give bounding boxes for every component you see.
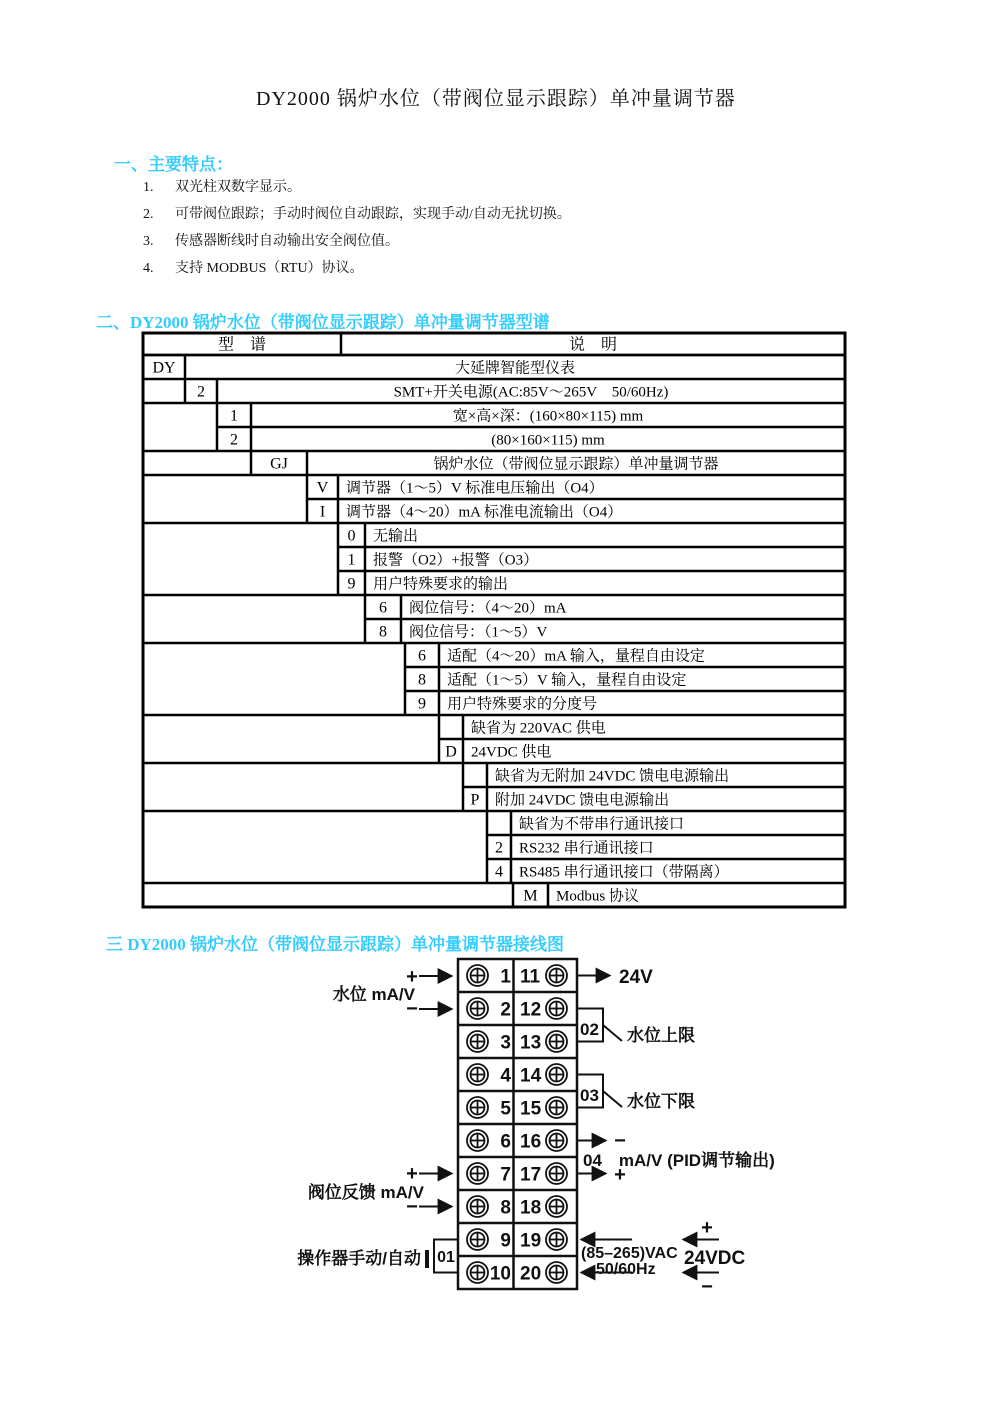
spectrum-row-code: P	[470, 791, 480, 809]
upper-limit-leader	[603, 1025, 622, 1041]
spectrum-row-code: 2	[230, 431, 238, 449]
document-title: DY2000 锅炉水位（带阀位显示跟踪）单冲量调节器	[256, 88, 736, 110]
wiring-heading: 三 DY2000 锅炉水位（带阀位显示跟踪）单冲量调节器接线图	[106, 935, 565, 954]
spectrum-row-desc: 缺省为无附加 24VDC 馈电电源输出	[495, 768, 730, 785]
spectrum-row-code: 6	[379, 599, 387, 617]
terminal-number: 6	[500, 1131, 511, 1153]
feature-item	[143, 257, 364, 277]
lower-limit-leader	[603, 1091, 622, 1107]
spectrum-row-code: 8	[418, 671, 426, 689]
feature-text: 可带阀位跟踪；手动时阀位自动跟踪，实现手动/自动无扰切换。	[175, 207, 571, 222]
water-level-plus: +	[406, 966, 418, 988]
spectrum-row-code: D	[445, 743, 457, 761]
spectrum-row-desc: 报警（O2）+报警（O3）	[373, 552, 539, 569]
terminal-number: 16	[520, 1131, 542, 1153]
features-heading: 一、主要特点：	[114, 155, 233, 174]
spectrum-row-desc: 锅炉水位（带阀位显示跟踪）单冲量调节器	[433, 456, 719, 473]
feature-text: 支持 MODBUS（RTU）协议。	[175, 261, 364, 276]
pid-output-label: 04 mA/V (PID调节输出)	[583, 1151, 775, 1170]
dc-supply-minus: −	[701, 1276, 713, 1298]
terminal-number: 7	[500, 1164, 511, 1186]
spectrum-heading: 二、DY2000 锅炉水位（带阀位显示跟踪）单冲量调节器型谱	[96, 313, 550, 332]
dc-supply-label: 24VDC	[684, 1248, 746, 1269]
spectrum-row-desc: SMT+开关电源(AC:85V～265V 50/60Hz)	[393, 384, 669, 401]
spectrum-row-desc: 用户特殊要求的输出	[373, 576, 509, 593]
spectrum-row-code: GJ	[270, 455, 288, 473]
spectrum-row-desc: 调节器（1～5）V 标准电压输出（O4）	[346, 480, 604, 497]
spectrum-row-code: I	[319, 503, 326, 521]
lower-limit-tag: 03	[580, 1086, 599, 1105]
terminal-number: 19	[520, 1230, 542, 1252]
spectrum-row-code: 2	[197, 383, 205, 401]
spectrum-row-code: 9	[347, 575, 356, 593]
spectrum-row-desc: 调节器（4～20）mA 标准电流输出（O4）	[346, 504, 623, 521]
lower-limit-label: 水位下限	[627, 1092, 695, 1111]
terminal-number: 9	[500, 1230, 511, 1252]
water-level-label: 水位 mA/V	[332, 985, 415, 1004]
dc-supply-plus: +	[701, 1217, 713, 1239]
feature-number: 2.	[143, 207, 154, 222]
spectrum-row-code: DY	[152, 359, 176, 377]
terminal-number: 13	[520, 1032, 542, 1054]
wiring-diagram	[238, 945, 983, 1305]
feature-number: 1.	[143, 180, 154, 195]
spectrum-row-desc: RS232 串行通讯接口	[519, 840, 654, 857]
terminal-number: 15	[520, 1098, 542, 1120]
valve-feedback-label: 阀位反馈 mA/V	[307, 1183, 424, 1202]
pid-plus: +	[614, 1164, 626, 1186]
spectrum-row-desc: 24VDC 供电	[471, 744, 552, 761]
pid-minus: −	[614, 1130, 626, 1152]
water-level-minus: −	[406, 998, 418, 1020]
spectrum-row-code: 4	[495, 863, 503, 881]
terminal-number: 3	[500, 1032, 511, 1054]
terminal-number: 12	[520, 999, 542, 1021]
terminal-number: 1	[500, 966, 511, 988]
terminal-number: 2	[500, 999, 511, 1021]
spectrum-row-code: 2	[495, 839, 503, 857]
spectrum-row-code: 0	[347, 527, 356, 545]
ac-supply-line2: 50/60Hz	[596, 1261, 656, 1278]
feature-number: 3.	[143, 234, 154, 249]
spectrum-row-desc: RS485 串行通讯接口（带隔离）	[519, 864, 729, 881]
spectrum-row-desc: 适配（4～20）mA 输入，量程自由设定	[447, 648, 705, 665]
table-header-description: 说 明	[568, 336, 618, 354]
spectrum-row-desc: 适配（1～5）V 输入，量程自由设定	[447, 672, 687, 689]
spectrum-row-desc: Modbus 协议	[556, 888, 639, 905]
terminal-number: 20	[520, 1263, 542, 1285]
spectrum-row-code: M	[523, 887, 538, 905]
spectrum-table	[141, 331, 847, 910]
spectrum-row-code: 6	[418, 647, 426, 665]
spectrum-row-code: 8	[379, 623, 387, 641]
spectrum-row-code: 9	[418, 695, 426, 713]
spectrum-row-desc: 附加 24VDC 馈电电源输出	[495, 792, 670, 809]
spectrum-row-desc: 缺省为不带串行通讯接口	[519, 816, 685, 833]
upper-limit-tag: 02	[580, 1020, 599, 1039]
terminal-number: 11	[520, 966, 541, 988]
feature-item	[143, 230, 399, 250]
spectrum-row-code: 1	[347, 551, 356, 569]
spectrum-row-desc: 缺省为 220VAC 供电	[471, 720, 606, 737]
feature-item	[143, 176, 301, 196]
terminal-number: 4	[500, 1065, 511, 1087]
spectrum-row-desc: 大延牌智能型仪表	[454, 360, 576, 377]
feature-item	[143, 203, 571, 223]
table-header-model: 型 谱	[217, 336, 267, 354]
spectrum-row-desc: (80×160×115) mm	[491, 432, 605, 449]
terminal-number: 17	[520, 1164, 542, 1186]
terminal-number: 18	[520, 1197, 542, 1219]
terminal-number: 10	[489, 1263, 511, 1285]
out-24v-label: 24V	[619, 967, 653, 988]
valve-feedback-plus: +	[406, 1163, 418, 1185]
feature-text: 传感器断线时自动输出安全阀位值。	[175, 234, 399, 249]
valve-feedback-minus: −	[406, 1196, 418, 1218]
terminal-number: 14	[520, 1065, 542, 1087]
upper-limit-label: 水位上限	[627, 1026, 695, 1045]
operator-tag: 01	[437, 1249, 455, 1266]
spectrum-row-desc: 宽×高×深：(160×80×115) mm	[452, 408, 644, 425]
operator-label: 操作器手动/自动	[297, 1249, 421, 1268]
spectrum-row-desc: 无输出	[373, 528, 419, 545]
spectrum-row-desc: 阀位信号：（4～20）mA	[409, 600, 567, 617]
ac-supply-line1: (85–265)VAC	[581, 1245, 678, 1262]
terminal-number: 5	[500, 1098, 511, 1120]
spectrum-row-desc: 阀位信号：（1～5）V	[409, 624, 548, 641]
spectrum-row-code: V	[316, 479, 329, 497]
spectrum-row-desc: 用户特殊要求的分度号	[447, 696, 598, 713]
spectrum-row-code: 1	[230, 407, 238, 425]
terminal-number: 8	[500, 1197, 511, 1219]
feature-number: 4.	[143, 261, 154, 276]
feature-text: 双光柱双数字显示。	[175, 180, 301, 195]
